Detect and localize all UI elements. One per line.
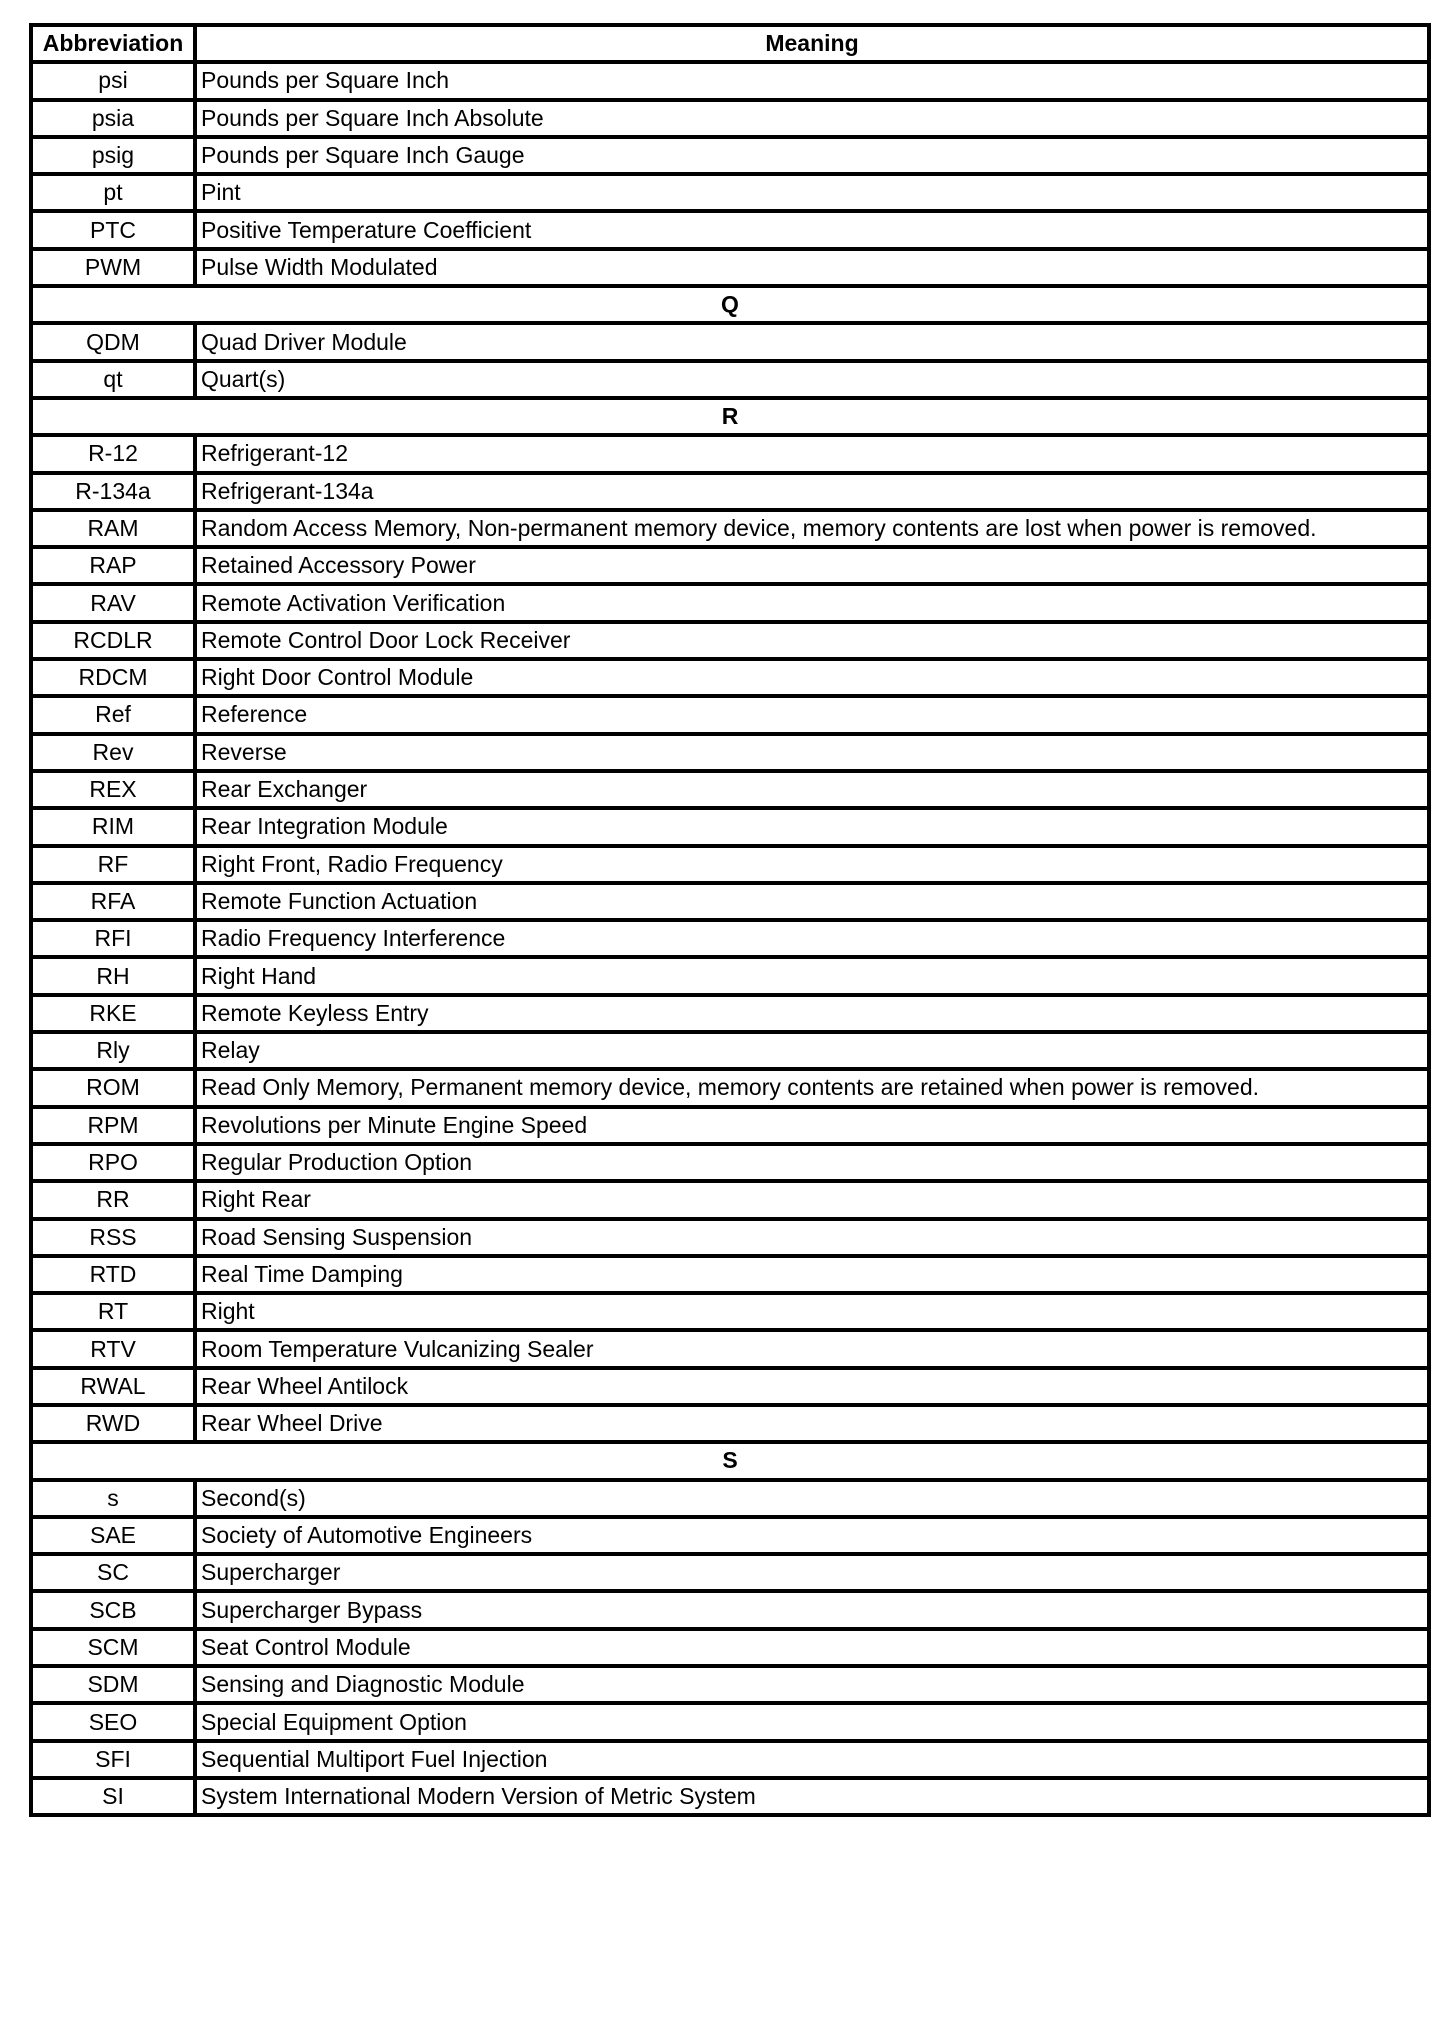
meaning-cell: Remote Control Door Lock Receiver [195,622,1429,659]
meaning-cell: Right Rear [195,1181,1429,1218]
abbreviation-cell: R-134a [31,473,195,510]
table-row [31,1554,1429,1591]
abbreviation-cell: RPO [31,1144,195,1181]
table-row [31,249,1429,286]
abbreviation-cell: RFI [31,920,195,957]
table-row [31,659,1429,696]
table-row [31,211,1429,248]
abbreviation-cell: RAP [31,547,195,584]
meaning-cell: Second(s) [195,1480,1429,1517]
table-row [31,957,1429,994]
meaning-cell: Room Temperature Vulcanizing Sealer [195,1330,1429,1367]
table-row [31,1629,1429,1666]
abbreviation-cell: R-12 [31,435,195,472]
meaning-cell: Pulse Width Modulated [195,249,1429,286]
meaning-cell: Seat Control Module [195,1629,1429,1666]
abbreviation-cell: RWD [31,1405,195,1442]
table-row [31,1703,1429,1740]
abbreviation-cell: RCDLR [31,622,195,659]
abbreviation-cell: SAE [31,1517,195,1554]
abbreviation-cell: RH [31,957,195,994]
abbreviation-cell: RR [31,1181,195,1218]
meaning-cell: Reference [195,696,1429,733]
table-row [31,846,1429,883]
table-row [31,1181,1429,1218]
meaning-cell: Rear Exchanger [195,771,1429,808]
table-row [31,622,1429,659]
table-row [31,1368,1429,1405]
abbreviation-cell: SEO [31,1703,195,1740]
table-row [31,323,1429,360]
table-row [31,1778,1429,1815]
meaning-cell: Radio Frequency Interference [195,920,1429,957]
table-row [31,547,1429,584]
abbreviation-cell: Rev [31,734,195,771]
abbreviation-cell: Ref [31,696,195,733]
table-row [31,1293,1429,1330]
meaning-cell: Quart(s) [195,361,1429,398]
abbreviation-cell: RWAL [31,1368,195,1405]
table-row [31,510,1429,547]
meaning-cell: Society of Automotive Engineers [195,1517,1429,1554]
table-row [31,1405,1429,1442]
table-header-row [31,25,1429,62]
table-row [31,1107,1429,1144]
table-row [31,808,1429,845]
abbreviation-cell: RKE [31,995,195,1032]
abbreviation-cell: SDM [31,1666,195,1703]
meaning-cell: Relay [195,1032,1429,1069]
section-header-row [31,398,1429,435]
abbreviation-cell: RTV [31,1330,195,1367]
meaning-cell: Remote Activation Verification [195,584,1429,621]
abbreviation-cell: RIM [31,808,195,845]
meaning-cell: Quad Driver Module [195,323,1429,360]
meaning-column-header: Meaning [195,25,1429,62]
meaning-cell: Pint [195,174,1429,211]
abbreviation-cell: RF [31,846,195,883]
table-row [31,1069,1429,1106]
meaning-cell: Refrigerant-12 [195,435,1429,472]
meaning-cell: Right Front, Radio Frequency [195,846,1429,883]
abbreviation-cell: SCB [31,1591,195,1628]
abbreviation-cell: RSS [31,1219,195,1256]
table-row [31,1219,1429,1256]
abbreviation-column-header: Abbreviation [31,25,195,62]
meaning-cell: Positive Temperature Coefficient [195,211,1429,248]
meaning-cell: Right [195,1293,1429,1330]
table-row [31,771,1429,808]
abbreviation-cell: psi [31,62,195,99]
table-row [31,584,1429,621]
meaning-cell: Sequential Multiport Fuel Injection [195,1741,1429,1778]
abbreviation-cell: SCM [31,1629,195,1666]
abbreviation-cell: RAV [31,584,195,621]
table-row [31,883,1429,920]
abbreviation-cell: psia [31,100,195,137]
meaning-cell: Rear Wheel Drive [195,1405,1429,1442]
meaning-cell: Remote Function Actuation [195,883,1429,920]
table-row [31,100,1429,137]
table-row [31,1741,1429,1778]
table-row [31,435,1429,472]
table-row [31,920,1429,957]
table-row [31,1330,1429,1367]
abbreviation-cell: PWM [31,249,195,286]
table-row [31,1480,1429,1517]
meaning-cell: Pounds per Square Inch Gauge [195,137,1429,174]
meaning-cell: Refrigerant-134a [195,473,1429,510]
abbreviation-cell: SC [31,1554,195,1591]
section-letter: R [31,398,1429,435]
table-body [31,62,1429,1815]
abbreviation-cell: RFA [31,883,195,920]
meaning-cell: Right Hand [195,957,1429,994]
abbreviation-cell: QDM [31,323,195,360]
meaning-cell: Reverse [195,734,1429,771]
section-letter: S [31,1442,1429,1479]
table-row [31,696,1429,733]
meaning-cell: Road Sensing Suspension [195,1219,1429,1256]
abbreviation-cell: RDCM [31,659,195,696]
abbreviation-cell: SFI [31,1741,195,1778]
table-row [31,1256,1429,1293]
abbreviation-cell: SI [31,1778,195,1815]
abbreviation-cell: PTC [31,211,195,248]
section-header-row [31,1442,1429,1479]
table-row [31,473,1429,510]
meaning-cell: Revolutions per Minute Engine Speed [195,1107,1429,1144]
abbreviation-cell: qt [31,361,195,398]
meaning-cell: Supercharger [195,1554,1429,1591]
meaning-cell: Special Equipment Option [195,1703,1429,1740]
abbreviation-table [29,23,1431,1817]
meaning-cell: Pounds per Square Inch Absolute [195,100,1429,137]
meaning-cell: Real Time Damping [195,1256,1429,1293]
meaning-cell: Remote Keyless Entry [195,995,1429,1032]
table-row [31,361,1429,398]
abbreviation-cell: RPM [31,1107,195,1144]
table-row [31,137,1429,174]
meaning-cell: Rear Integration Module [195,808,1429,845]
abbreviation-cell: RAM [31,510,195,547]
meaning-cell: Rear Wheel Antilock [195,1368,1429,1405]
section-letter: Q [31,286,1429,323]
abbreviation-cell: ROM [31,1069,195,1106]
table-row [31,1032,1429,1069]
table-row [31,62,1429,99]
meaning-cell: Sensing and Diagnostic Module [195,1666,1429,1703]
section-header-row [31,286,1429,323]
meaning-cell: Pounds per Square Inch [195,62,1429,99]
abbreviation-cell: REX [31,771,195,808]
table-row [31,1517,1429,1554]
table-row [31,1666,1429,1703]
abbreviation-cell: RTD [31,1256,195,1293]
meaning-cell: Right Door Control Module [195,659,1429,696]
table-row [31,1144,1429,1181]
meaning-cell: Regular Production Option [195,1144,1429,1181]
meaning-cell: Random Access Memory, Non-permanent memory device, memory contents are lost when power is removed. [195,510,1429,547]
meaning-cell: Read Only Memory, Permanent memory device, memory contents are retained when power is removed. [195,1069,1429,1106]
meaning-cell: System International Modern Version of Metric System [195,1778,1429,1815]
abbreviation-cell: psig [31,137,195,174]
abbreviation-cell: RT [31,1293,195,1330]
abbreviation-cell: Rly [31,1032,195,1069]
meaning-cell: Supercharger Bypass [195,1591,1429,1628]
abbreviation-cell: s [31,1480,195,1517]
table-row [31,995,1429,1032]
abbreviation-cell: pt [31,174,195,211]
meaning-cell: Retained Accessory Power [195,547,1429,584]
table-row [31,1591,1429,1628]
table-row [31,174,1429,211]
table-row [31,734,1429,771]
